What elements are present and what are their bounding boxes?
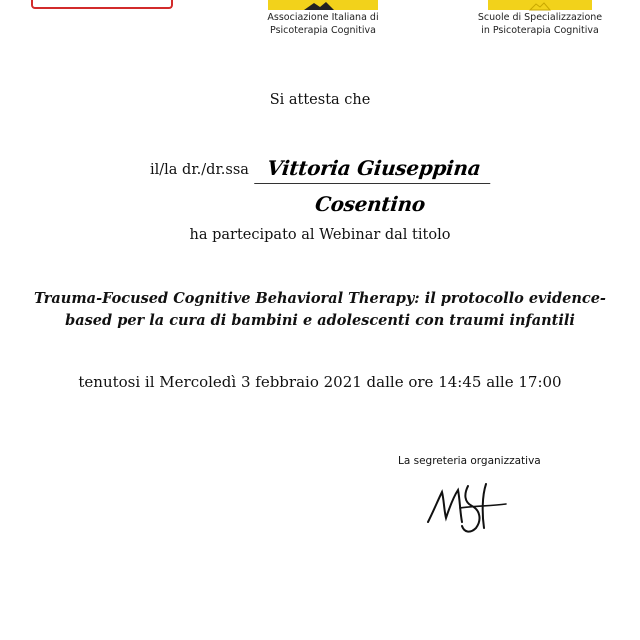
sspc-logo (472, 0, 608, 44)
webinar-title-line-2: based per la cura di bambini e adolescenti con traumi infantili (65, 312, 575, 329)
sspc-name: Scuole di Specializzazione in Psicoterapia Cognitiva (477, 12, 603, 36)
aipc-logo-mark (262, 0, 384, 12)
webinar-date: tenutosi il Mercoledì 3 febbraio 2021 dalle ore 14:45 alle 17:00 (78, 373, 562, 391)
name-prefix: il/la dr./dr.ssa (150, 162, 249, 178)
aipc-name: Associazione Italiana di Psicoterapia Cognitiva (267, 12, 379, 36)
secretariat-label: La segreteria organizzativa (398, 455, 541, 467)
signature (420, 470, 520, 540)
attest-text: Si attesta che (269, 92, 371, 108)
participant-row (0, 150, 640, 216)
participated-text: ha partecipato al Webinar dal titolo (189, 227, 451, 243)
aipc-logo (262, 0, 384, 44)
sspc-logo-mark (472, 0, 608, 12)
participant-name: Vittoria Giuseppina Cosentino (254, 150, 494, 184)
webinar-title (0, 288, 640, 332)
webinar-title-line-1: Trauma-Focused Cognitive Behavioral Therapy: il protocollo evidence- (34, 290, 606, 307)
partner-logo (31, 0, 173, 9)
